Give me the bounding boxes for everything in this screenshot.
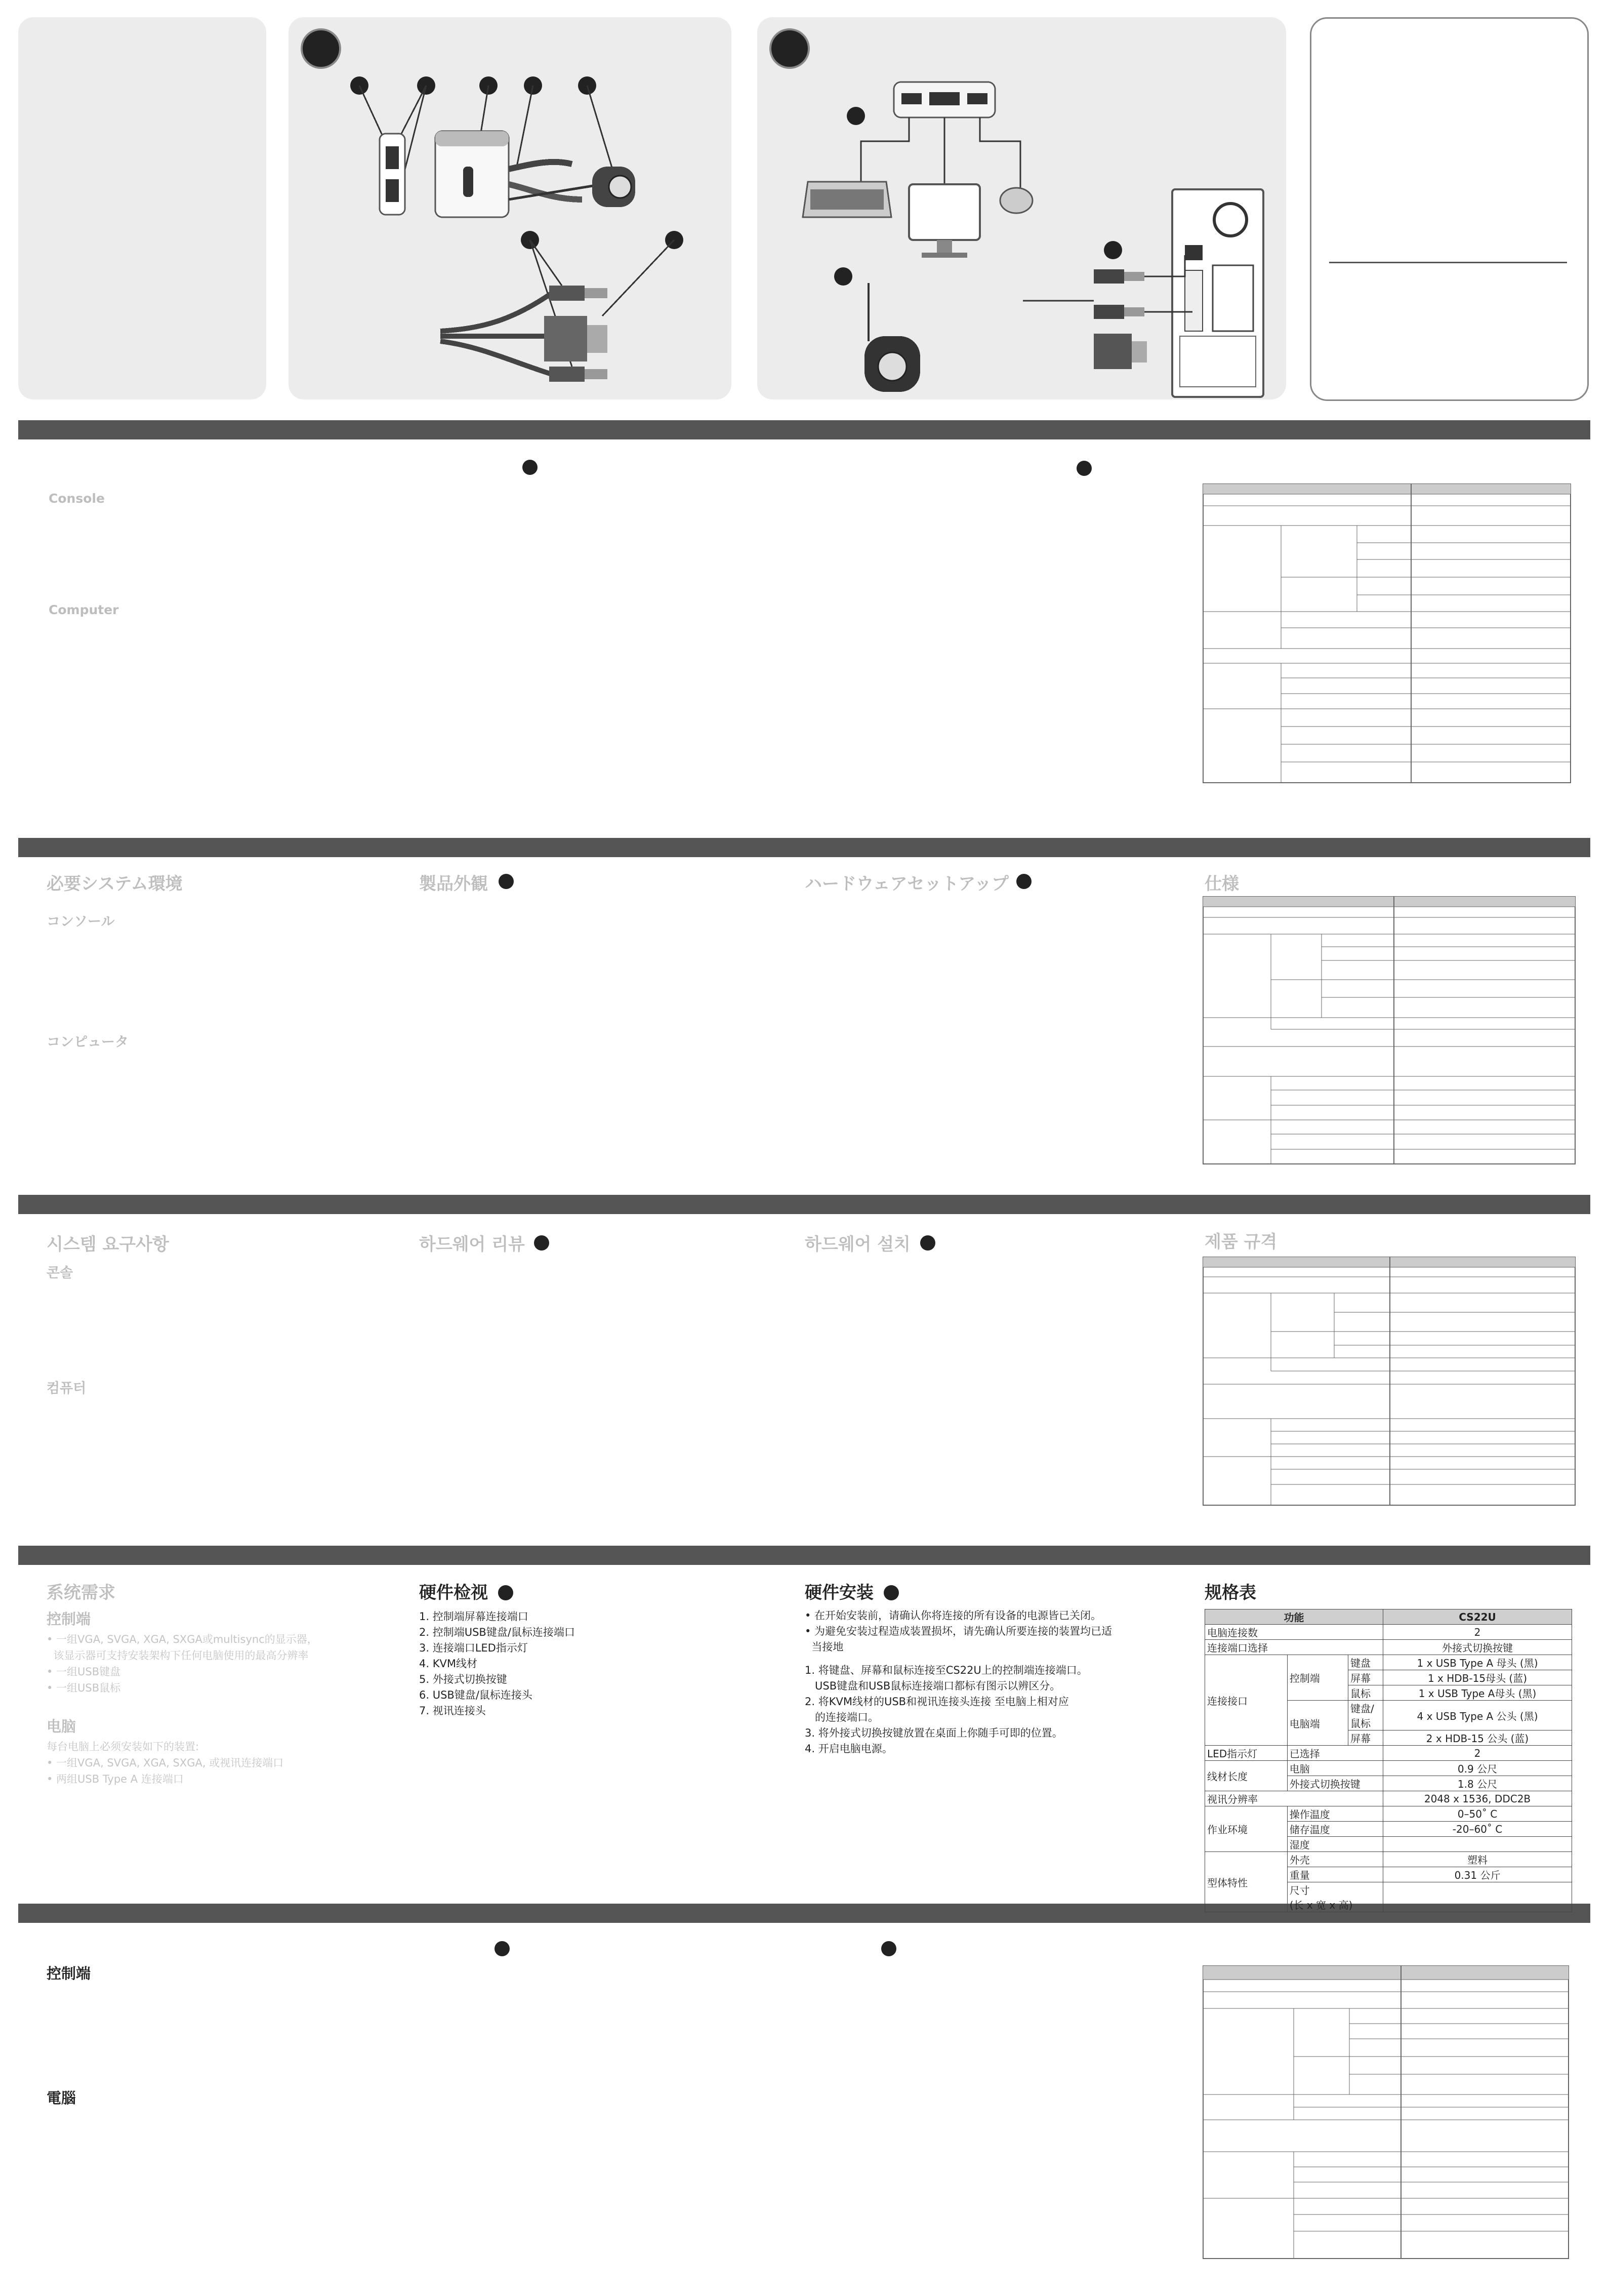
jp-overview-title: 製品外観 — [419, 874, 488, 894]
row-label: 重量 — [1287, 1867, 1383, 1882]
cn-computer-requirements — [47, 1739, 283, 1787]
row-label — [1287, 1882, 1383, 1912]
row-value: 外接式切换按键 — [1383, 1640, 1572, 1655]
cn-hardware-install-label: 硬件安装 — [805, 1583, 874, 1603]
row-group-label: 作业环境 — [1205, 1806, 1288, 1852]
table-row — [1205, 1625, 1572, 1640]
table-row — [1205, 1791, 1572, 1806]
cn-console-item: • 一组USB鼠标 — [47, 1682, 121, 1694]
table-row — [1205, 1640, 1572, 1655]
row-label: 外壳 — [1287, 1852, 1383, 1867]
cn-computer-item: • 一组VGA, SVGA, XGA, SXGA, 或视讯连接端口 — [47, 1757, 284, 1769]
row-value — [1383, 1882, 1572, 1912]
row-group-label: 连接接口 — [1205, 1655, 1288, 1746]
row-value: 0.31 公斤 — [1383, 1867, 1572, 1882]
kr-console-heading: 콘솔 — [47, 1265, 73, 1281]
tw-spec-table — [1203, 1965, 1572, 2269]
cn-install-notes — [805, 1608, 1112, 1655]
table-row — [1205, 1852, 1572, 1867]
section-bar-kr — [18, 1195, 1590, 1214]
tw-review-marker — [495, 1941, 510, 1956]
cn-hardware-review-list — [419, 1609, 575, 1719]
cn-hardware-install-marker — [884, 1585, 899, 1600]
cn-hardware-review-marker — [498, 1585, 513, 1600]
cn-console-heading: 控制端 — [47, 1610, 91, 1628]
list-item: 2. 控制端USB键盘/鼠标连接端口 — [419, 1626, 575, 1638]
cn-hardware-install-title — [805, 1579, 895, 1603]
row-label: 储存温度 — [1287, 1822, 1383, 1837]
row-label: 已选择 — [1287, 1746, 1383, 1761]
row-subgroup-label: 电脑端 — [1287, 1701, 1348, 1746]
dimensions-label: 尺寸 — [1289, 1884, 1310, 1897]
section-bar-cn — [18, 1546, 1590, 1565]
row-value: 4 x USB Type A 公头 (黑) — [1383, 1701, 1572, 1730]
en-console-heading: Console — [49, 491, 105, 506]
row-value: 2 x HDB-15 公头 (蓝) — [1383, 1730, 1572, 1746]
row-group-label: 型体特性 — [1205, 1852, 1288, 1912]
row-label: 电脑连接数 — [1205, 1625, 1383, 1640]
row-value: 1 x USB Type A 母头 (黑) — [1383, 1655, 1572, 1670]
row-value: 0.9 公尺 — [1383, 1761, 1572, 1776]
kr-setup-marker — [920, 1235, 935, 1251]
cn-computer-intro: 每台电脑上必须安装如下的装置: — [47, 1741, 199, 1753]
row-label: 电脑 — [1287, 1761, 1383, 1776]
header-function: 功能 — [1205, 1609, 1383, 1625]
cn-requirements-title: 系统需求 — [47, 1583, 115, 1603]
list-item: 6. USB键盘/鼠标连接头 — [419, 1689, 532, 1701]
cn-console-item: • 一组VGA, SVGA, XGA, SXGA或multisync的显示器， — [47, 1633, 318, 1645]
step-item: 3. 将外接式切换按键放置在桌面上你随手可即的位置。 — [805, 1727, 1063, 1739]
hardware-setup-diagram — [757, 17, 1286, 399]
kr-requirements-title: 시스템 요구사항 — [47, 1234, 169, 1255]
note-item: 当接地 — [805, 1641, 844, 1653]
row-value: 2048 x 1536, DDC2B — [1383, 1791, 1572, 1806]
jp-specs-title: 仕様 — [1205, 874, 1239, 894]
en-spec-table — [1203, 484, 1572, 787]
kr-computer-heading: 컴퓨터 — [47, 1381, 87, 1396]
hardware-review-diagram — [289, 17, 731, 399]
table-row — [1205, 1806, 1572, 1822]
kr-review-title: 하드웨어 리뷰 — [419, 1234, 525, 1255]
header-model: CS22U — [1383, 1609, 1572, 1625]
row-value: 1.8 公尺 — [1383, 1776, 1572, 1791]
jp-computer-heading: コンピュータ — [47, 1034, 129, 1050]
step-item: 的连接端口。 — [805, 1711, 879, 1723]
row-label: 鼠标 — [1348, 1685, 1383, 1701]
row-value: -20–60˚ C — [1383, 1822, 1572, 1837]
jp-requirements-title: 必要システム環境 — [47, 874, 183, 894]
row-label: 键盘/鼠标 — [1348, 1701, 1383, 1730]
list-item: 3. 连接端口LED指示灯 — [419, 1642, 528, 1654]
row-label: 视讯分辨率 — [1205, 1791, 1383, 1806]
note-item: • 在开始安装前，请确认你将连接的所有设备的电源皆已关闭。 — [805, 1609, 1102, 1622]
row-group-label: LED指示灯 — [1205, 1746, 1288, 1761]
section-bar-jp — [18, 838, 1590, 857]
en-setup-marker — [1077, 461, 1092, 476]
cn-console-item: • 一组USB键盘 — [47, 1666, 121, 1678]
left-panel — [18, 17, 266, 399]
note-item: • 为避免安装过程造成装置损坏，请先确认所要连接的装置均已适 — [805, 1625, 1112, 1637]
cn-hardware-review-label: 硬件检视 — [419, 1583, 488, 1603]
jp-setup-title: ハードウェアセットアップ — [805, 874, 1009, 894]
list-item: 1. 控制端屏幕连接端口 — [419, 1610, 528, 1623]
cn-computer-heading: 电脑 — [47, 1718, 76, 1735]
cn-console-requirements — [47, 1631, 318, 1696]
hardware-setup-diagram-panel — [757, 17, 1286, 399]
kr-review-marker — [534, 1235, 549, 1251]
table-row — [1205, 1655, 1572, 1670]
row-value: 1 x HDB-15母头 (蓝) — [1383, 1670, 1572, 1685]
jp-overview-marker — [499, 874, 514, 889]
hardware-review-diagram-panel — [289, 17, 731, 399]
kr-spec-table — [1203, 1257, 1577, 1510]
dimensions-unit: (长 x 宽 x 高) — [1289, 1899, 1353, 1911]
title-panel — [1310, 17, 1589, 401]
cn-spec-table — [1205, 1609, 1572, 1912]
row-value: 塑料 — [1383, 1852, 1572, 1867]
step-item: 1. 将键盘、屏幕和鼠标连接至CS22U上的控制端连接端口。 — [805, 1664, 1088, 1676]
row-label: 湿度 — [1287, 1837, 1383, 1852]
en-computer-heading: Computer — [49, 602, 119, 617]
table-row — [1205, 1609, 1572, 1625]
row-label: 外接式切换按键 — [1287, 1776, 1383, 1791]
step-item: USB键盘和USB鼠标连接端口都标有图示以辨区分。 — [805, 1680, 1061, 1692]
row-group-label: 线材长度 — [1205, 1761, 1288, 1791]
row-value: 1 x USB Type A母头 (黑) — [1383, 1685, 1572, 1701]
jp-console-heading: コンソール — [47, 914, 115, 930]
cn-computer-item: • 两组USB Type A 连接端口 — [47, 1773, 184, 1785]
row-label: 操作温度 — [1287, 1806, 1383, 1822]
cn-specs-title: 规格表 — [1205, 1583, 1256, 1603]
table-row — [1205, 1761, 1572, 1776]
row-label: 屏幕 — [1348, 1670, 1383, 1685]
cn-console-item: 该显示器可支持安装架构下任何电脑使用的最高分辨率 — [47, 1649, 309, 1662]
kr-setup-title: 하드웨어 설치 — [805, 1234, 911, 1255]
section-bar-en — [18, 420, 1590, 439]
list-item: 5. 外接式切换按键 — [419, 1673, 507, 1685]
step-item: 2. 将KVM线材的USB和视讯连接头连接 至电脑上相对应 — [805, 1696, 1069, 1708]
tw-computer-heading: 電腦 — [47, 2089, 76, 2107]
tw-setup-marker — [881, 1941, 896, 1956]
jp-setup-marker — [1016, 874, 1032, 889]
row-value: 2 — [1383, 1625, 1572, 1640]
tw-console-heading: 控制端 — [47, 1965, 91, 1982]
row-label: 键盘 — [1348, 1655, 1383, 1670]
row-label: 屏幕 — [1348, 1730, 1383, 1746]
row-value — [1383, 1837, 1572, 1852]
row-value: 2 — [1383, 1746, 1572, 1761]
row-value: 0–50˚ C — [1383, 1806, 1572, 1822]
list-item: 7. 视讯连接头 — [419, 1705, 486, 1717]
jp-spec-table — [1203, 896, 1577, 1170]
list-item: 4. KVM线材 — [419, 1658, 477, 1670]
title-rule — [1329, 262, 1567, 263]
cn-install-steps — [805, 1663, 1088, 1757]
cn-hardware-review-title — [419, 1579, 509, 1603]
step-item: 4. 开启电脑电源。 — [805, 1743, 893, 1755]
kr-specs-title: 제품 규격 — [1205, 1232, 1278, 1252]
table-row — [1205, 1746, 1572, 1761]
en-review-marker — [522, 460, 538, 475]
row-label: 连接端口选择 — [1205, 1640, 1383, 1655]
row-subgroup-label: 控制端 — [1287, 1655, 1348, 1701]
